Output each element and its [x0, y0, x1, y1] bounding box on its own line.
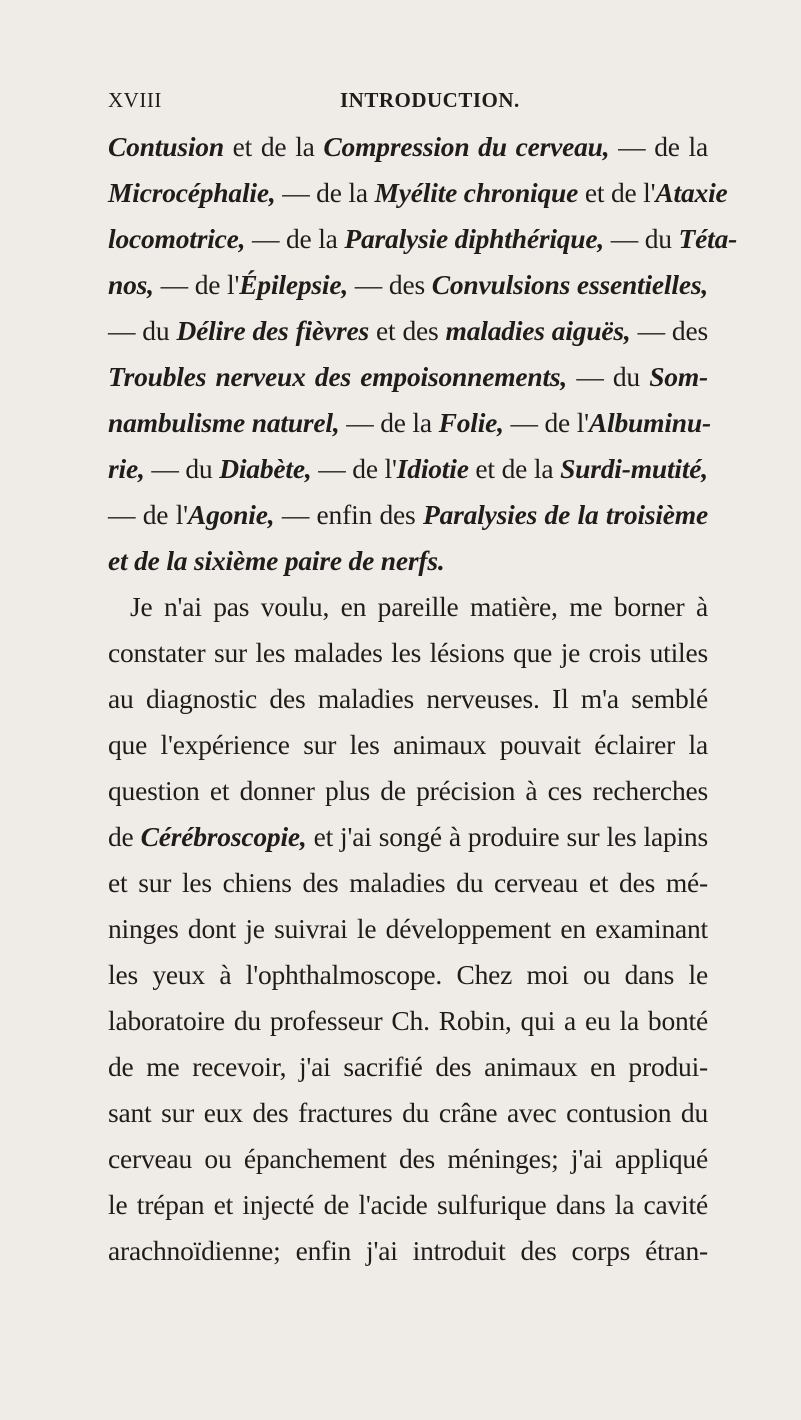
- italic-term: Cérébroscopie,: [140, 821, 307, 852]
- italic-term: Microcéphalie,: [108, 177, 276, 208]
- text-run: ninges dont je suivrai le développement en examinant: [108, 913, 708, 944]
- running-title: INTRODUCTION.: [340, 88, 520, 112]
- text-line: [108, 676, 708, 722]
- italic-term: Diabète,: [219, 453, 312, 484]
- text-line: [108, 1228, 708, 1274]
- text-line: [108, 814, 708, 860]
- text-run: le trépan et injecté de l'acide sulfurique dans la cavité: [108, 1189, 708, 1220]
- italic-term: Agonie,: [187, 499, 275, 530]
- italic-term: nos,: [108, 269, 154, 300]
- text-run: — de l': [503, 407, 589, 438]
- text-line: [108, 354, 708, 400]
- italic-term: Ataxie: [655, 177, 728, 208]
- text-run: sant sur eux des fractures du crâne avec contusion du: [108, 1097, 708, 1128]
- text-run: — des: [630, 315, 708, 346]
- text-run: de me recevoir, j'ai sacrifié des animaux en produi-: [108, 1051, 708, 1082]
- text-line: [108, 998, 708, 1044]
- italic-term: maladies aiguës,: [445, 315, 631, 346]
- text-run: au diagnostic des maladies nerveuses. Il m'a semblé: [108, 683, 708, 714]
- italic-term: Troubles nerveux des empoisonnements,: [108, 361, 568, 392]
- italic-term: Contusion: [108, 131, 224, 162]
- italic-term: nambulisme naturel,: [108, 407, 340, 438]
- text-run: et j'ai songé à produire sur les lapins: [306, 821, 708, 852]
- text-line: [108, 400, 711, 446]
- text-run: les yeux à l'ophthalmoscope. Chez moi ou dans le: [108, 959, 708, 990]
- text-line: [108, 492, 708, 538]
- text-run: — de l': [153, 269, 240, 300]
- text-line: [108, 768, 708, 814]
- text-run: constater sur les malades les lésions que je crois utiles: [108, 637, 708, 668]
- text-run: et de l': [578, 177, 656, 208]
- text-line: [108, 1090, 708, 1136]
- italic-term: locomotrice,: [108, 223, 246, 254]
- text-line: [108, 216, 738, 262]
- italic-term: Délire des fièvres: [176, 315, 369, 346]
- text-run: — de la: [339, 407, 439, 438]
- text-line: [108, 1044, 708, 1090]
- text-run: et de la: [468, 453, 561, 484]
- text-run: — du: [567, 361, 650, 392]
- italic-term: Surdi-mutité,: [560, 453, 708, 484]
- text-run: — enfin des: [274, 499, 423, 530]
- text-line: [108, 308, 708, 354]
- text-run: — du: [604, 223, 679, 254]
- italic-term: Paralysie diphthérique,: [344, 223, 605, 254]
- text-line: [108, 538, 708, 584]
- text-line: [108, 446, 708, 492]
- text-line: [108, 170, 728, 216]
- italic-term: Épilepsie,: [239, 269, 349, 300]
- text-run: cerveau ou épanchement des méninges; j'ai appliqué: [108, 1143, 708, 1174]
- text-run: arachnoïdienne; enfin j'ai introduit des corps étran-: [108, 1235, 708, 1266]
- running-head: [108, 88, 708, 118]
- italic-term: Téta-: [678, 223, 738, 254]
- text-run: et des: [369, 315, 446, 346]
- text-line: [108, 262, 708, 308]
- text-run: — du: [144, 453, 220, 484]
- text-run: — de la: [245, 223, 345, 254]
- text-run: Je n'ai pas voulu, en pareille matière, me borner à: [130, 591, 708, 622]
- body-text: [108, 124, 738, 1274]
- text-run: de: [108, 821, 141, 852]
- text-run: — de l': [108, 499, 188, 530]
- text-run: et sur les chiens des maladies du cerveau et des mé-: [108, 867, 708, 898]
- text-line: [108, 1182, 708, 1228]
- page-number: XVIII: [108, 88, 162, 112]
- italic-term: Compression du cerveau,: [323, 131, 610, 162]
- text-line: [108, 906, 708, 952]
- text-line: [108, 952, 708, 998]
- italic-term: Albuminu-: [588, 407, 711, 438]
- text-run: — de la: [275, 177, 375, 208]
- text-run: — de la: [609, 131, 708, 162]
- text-run: — du: [108, 315, 177, 346]
- text-line: [108, 630, 708, 676]
- text-run: et de la: [223, 131, 324, 162]
- italic-term: et de la sixième paire de nerfs.: [108, 545, 445, 576]
- text-line: [108, 584, 708, 630]
- italic-term: rie,: [108, 453, 145, 484]
- italic-term: Convulsions essentielles,: [431, 269, 708, 300]
- italic-term: Folie,: [438, 407, 504, 438]
- italic-term: Idiotie: [396, 453, 469, 484]
- text-line: [108, 124, 708, 170]
- italic-term: Paralysies de la troisième: [422, 499, 708, 530]
- text-line: [108, 722, 708, 768]
- text-run: question et donner plus de précision à ces recherches: [108, 775, 708, 806]
- text-line: [108, 860, 708, 906]
- text-line: [108, 1136, 708, 1182]
- italic-term: Som-: [649, 361, 708, 392]
- text-run: laboratoire du professeur Ch. Robin, qui a eu la bonté: [108, 1005, 708, 1036]
- text-run: — des: [348, 269, 432, 300]
- text-run: que l'expérience sur les animaux pouvait éclairer la: [108, 729, 708, 760]
- italic-term: Myélite chronique: [374, 177, 579, 208]
- text-run: — de l': [311, 453, 397, 484]
